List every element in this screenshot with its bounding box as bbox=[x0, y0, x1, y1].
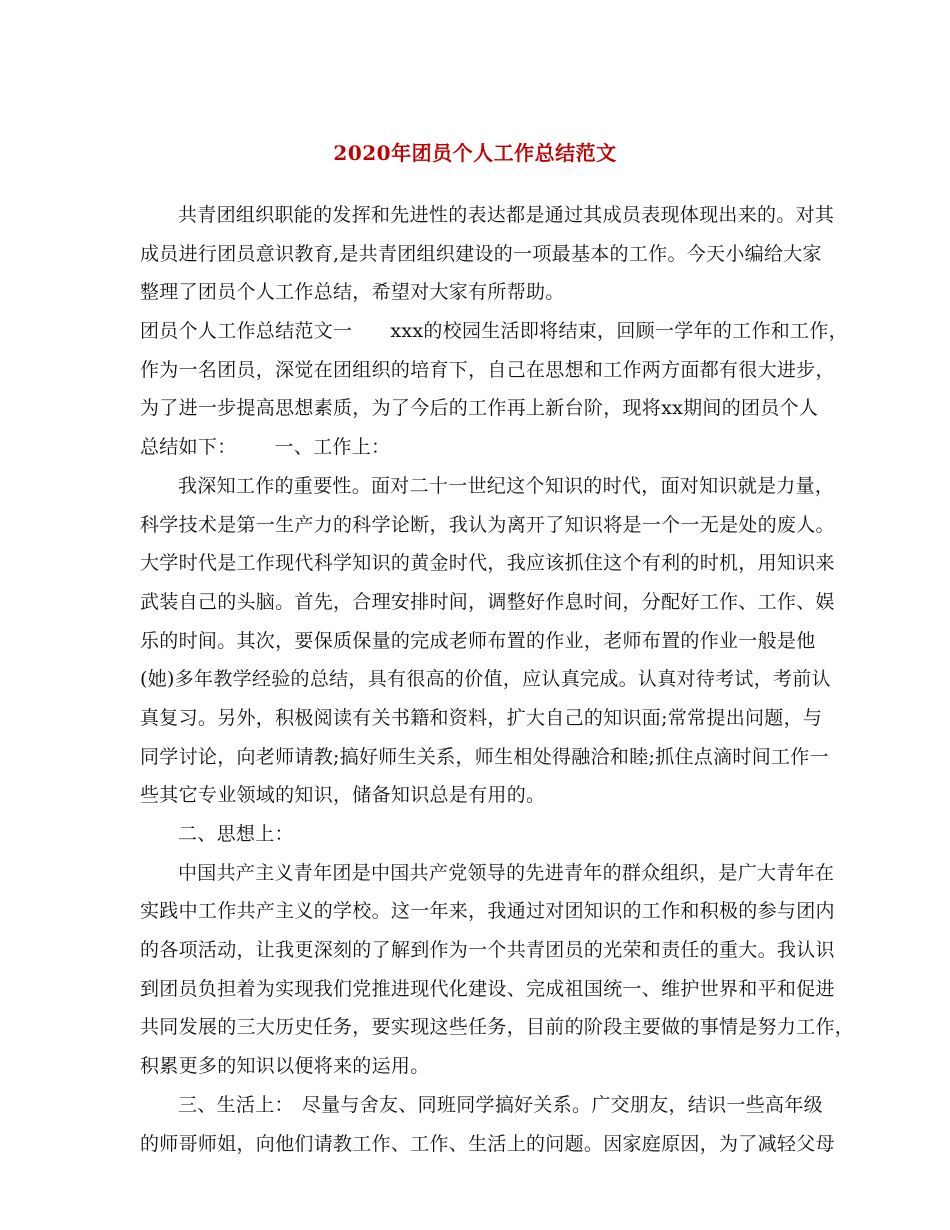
body-line: 实践中工作共产主义的学校。这一年来，我通过对团知识的工作和积极的参与团内 bbox=[140, 900, 835, 923]
body-line: 真复习。另外，积极阅读有关书籍和资料，扩大自己的知识面;常常提出问题，与 bbox=[140, 706, 823, 729]
body-line bbox=[140, 428, 820, 467]
body-line: (她)多年教学经验的总结，具有很高的价值，应认真完成。认真对待考试，考前认 bbox=[140, 668, 831, 691]
body-line: 乐的时间。其次，要保质保量的完成老师布置的作业，老师布置的作业一般是他 bbox=[140, 629, 816, 652]
body-line: 到团员负担着为实现我们党推进现代化建设、完成祖国统一、维护世界和平和促进 bbox=[140, 977, 835, 1000]
section-heading: 三、生活上： bbox=[178, 1093, 294, 1116]
body-line: 的各项活动，让我更深刻的了解到作为一个共青团员的光荣和责任的重大。我认识 bbox=[140, 939, 835, 962]
body-text: xxx的校园生活即将结束，回顾一学年的工作和工作， bbox=[390, 320, 848, 343]
section-heading: 团员个人工作总结范文一 bbox=[140, 320, 353, 343]
body-line: 同学讨论，向老师请教;搞好师生关系，师生相处得融洽和睦;抓住点滴时间工作一 bbox=[140, 745, 829, 768]
body-line: 我深知工作的重要性。面对二十一世纪这个知识的时代，面对知识就是力量， bbox=[178, 474, 835, 497]
body-line: 武装自己的头脑。首先，合理安排时间，调整好作息时间，分配好工作、工作、娱 bbox=[140, 590, 835, 613]
body-line: 整理了团员个人工作总结，希望对大家有所帮助。 bbox=[140, 281, 565, 304]
body-line: 共同发展的三大历史任务，要实现这些任务，目前的阶段主要做的事情是努力工作， bbox=[140, 1016, 855, 1039]
body-line: 大学时代是工作现代科学知识的黄金时代，我应该抓住这个有利的时机，用知识来 bbox=[140, 552, 835, 575]
body-text: 总结如下： bbox=[140, 436, 237, 459]
body-line: 共青团组织职能的发挥和先进性的表达都是通过其成员表现体现出来的。对其 bbox=[178, 204, 835, 226]
body-line: 成员进行团员意识教育,是共青团组织建设的一项最基本的工作。今天小编给大家 bbox=[140, 242, 822, 265]
body-line: 为了进一步提高思想素质，为了今后的工作再上新台阶，现将xx期间的团员个人 bbox=[140, 397, 819, 420]
body-line: 的师哥师姐，向他们请教工作、工作、生活上的问题。因家庭原因，为了减轻父母 bbox=[140, 1132, 835, 1155]
body-line: 些其它专业领域的知识，储备知识总是有用的。 bbox=[140, 784, 546, 807]
body-line: 中国共产主义青年团是中国共产党领导的先进青年的群众组织，是广大青年在 bbox=[178, 861, 835, 884]
document-title: 2020年团员个人工作总结范文 bbox=[333, 141, 617, 165]
body-line: 科学技术是第一生产力的科学论断，我认为离开了知识将是一个一无是处的废人。 bbox=[140, 513, 835, 536]
section-heading: 二、思想上： bbox=[178, 823, 294, 845]
body-text: 尽量与舍友、同班同学搞好关系。广交朋友，结识一些高年级 bbox=[301, 1093, 823, 1116]
body-line: 作为一名团员，深觉在团组织的培育下，自己在思想和工作两方面都有很大进步， bbox=[140, 358, 835, 381]
document-body bbox=[140, 196, 855, 1163]
body-line: 积累更多的知识以便将来的运用。 bbox=[140, 1055, 430, 1078]
body-line bbox=[140, 1086, 823, 1125]
section-heading: 一、工作上： bbox=[274, 436, 391, 459]
body-line bbox=[140, 312, 848, 351]
